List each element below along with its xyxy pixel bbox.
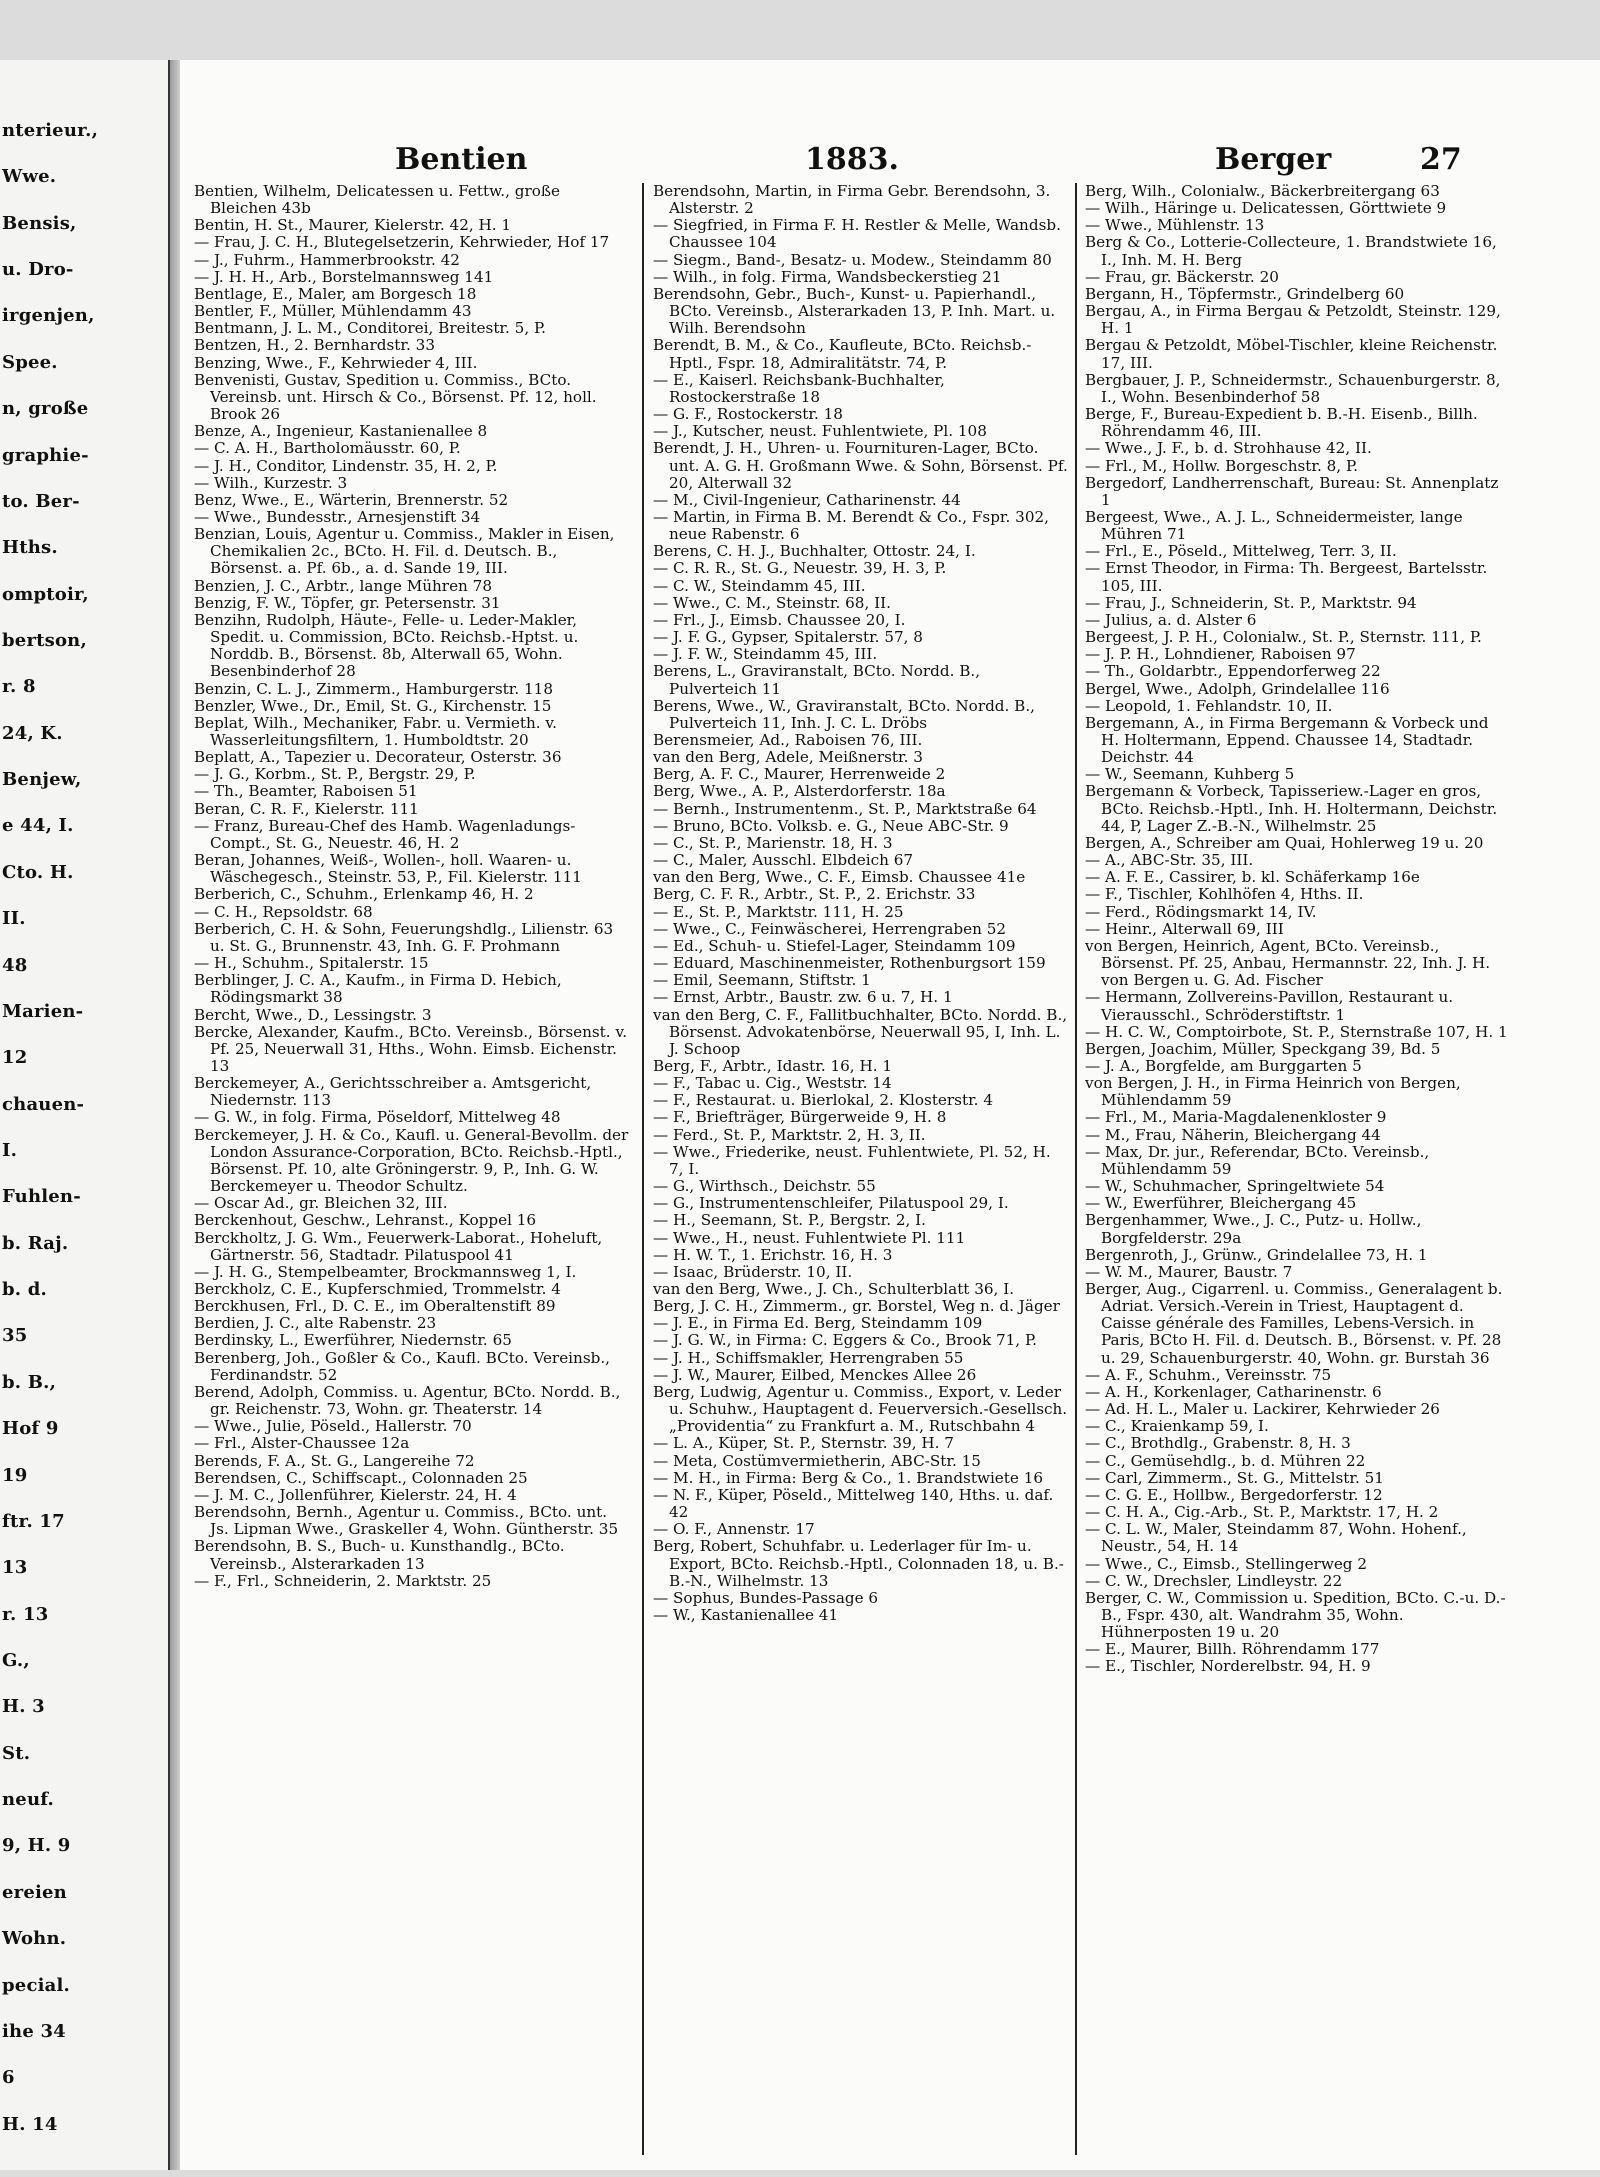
directory-entry: — Ernst, Arbtr., Baustr. zw. 6 u. 7, H. 1 [653, 988, 953, 1007]
directory-entry: — J. G., Korbm., St. P., Bergstr. 29, P. [194, 765, 476, 784]
prev-page-fragment: H. 14 [2, 2113, 58, 2135]
directory-entry: — W., Seemann, Kuhberg 5 [1085, 765, 1295, 784]
directory-entry: — Bernh., Instrumentenm., St. P., Marktstraße 64 [653, 799, 1037, 818]
directory-entry: — J. F. W., Steindamm 45, III. [653, 645, 878, 664]
directory-entry: Bergau, A., in Firma Bergau & Petzoldt, Steinstr. 129, H. 1 [1085, 302, 1501, 338]
directory-entry: von Bergen, J. H., in Firma Heinrich von Bergen, Mühlendamm 59 [1085, 1074, 1461, 1110]
prev-page-fragment: ftr. 17 [2, 1510, 65, 1532]
directory-entry: Bergel, Wwe., Adolph, Grindelallee 116 [1085, 679, 1390, 698]
directory-entry: — C., St. P., Marienstr. 18, H. 3 [653, 833, 893, 852]
directory-entry: — Frl., J., Eimsb. Chaussee 20, I. [653, 610, 906, 629]
directory-entry: Bergenhammer, Wwe., J. C., Putz- u. Hollw., Borgfelderstr. 29a [1085, 1211, 1422, 1247]
directory-entry: Berberich, C., Schuhm., Erlenkamp 46, H. 2 [194, 885, 534, 904]
directory-entry: — Frau, gr. Bäckerstr. 20 [1085, 267, 1279, 286]
directory-entry: Bentien, Wilhelm, Delicatessen u. Fettw., große Bleichen 43b [194, 183, 561, 218]
prev-page-fragment: St. [2, 1742, 31, 1764]
directory-entry: Beran, C. R. F., Kielerstr. 111 [194, 799, 419, 818]
directory-entry: — Eduard, Maschinenmeister, Rothenburgsort 159 [653, 954, 1046, 973]
directory-entry: — C. H. A., Cig.-Arb., St. P., Marktstr. 17, H. 2 [1085, 1503, 1439, 1522]
directory-entry: Bergen, A., Schreiber am Quai, Hohlerweg 19 u. 20 [1085, 833, 1484, 852]
directory-entry: — Oscar Ad., gr. Bleichen 32, III. [194, 1194, 448, 1213]
directory-entry: — C. L. W., Maler, Steindamm 87, Wohn. Hohenf., Neustr., 54, H. 14 [1085, 1520, 1467, 1556]
page-header [180, 142, 1600, 182]
directory-entry: Benzler, Wwe., Dr., Emil, St. G., Kirchenstr. 15 [194, 696, 552, 715]
directory-entry: Berckemeyer, J. H. & Co., Kaufl. u. General-Bevollm. der London Assurance-Corporation, BCto. Reichsb.-Hptl., Börsenst. Pf. 10, alte Gröningerstr. 9, P., Inh. G. W. Berckemeyer u. Theodor Schultz. [194, 1125, 629, 1196]
prev-page-fragment: b. Raj. [2, 1232, 69, 1254]
directory-entry: Benzihn, Rudolph, Häute-, Felle- u. Leder-Makler, Spedit. u. Commission, BCto. Reichsb.-Hptst. u. Norddb. B., Börsenst. 8b, Alterwall 65, Wohn. Besenbinderhof 28 [194, 610, 579, 681]
prev-page-fragment: graphie- [2, 444, 89, 466]
directory-entry: — Wwe., J. F., b. d. Strohhause 42, II. [1085, 439, 1372, 458]
directory-entry: Berckemeyer, A., Gerichtsschreiber a. Amtsgericht, Niedernstr. 113 [194, 1074, 592, 1110]
prev-page-fragment: omptoir, [2, 583, 89, 605]
directory-entry: Berblinger, J. C. A., Kaufm., in Firma D. Hebich, Rödingsmarkt 38 [194, 971, 562, 1007]
directory-entry: — Frau, J., Schneiderin, St. P., Marktstr. 94 [1085, 593, 1417, 612]
directory-entry: — Bruno, BCto. Volksb. e. G., Neue ABC-Str. 9 [653, 816, 1009, 835]
directory-entry: — Ferd., St. P., Marktstr. 2, H. 3, II. [653, 1125, 926, 1144]
directory-entry: Benzig, F. W., Töpfer, gr. Petersenstr. 31 [194, 593, 501, 612]
directory-entry: — C. H., Repsoldstr. 68 [194, 902, 373, 921]
directory-entry: — W., Kastanienallee 41 [653, 1605, 839, 1624]
prev-page-fragment: Marien- [2, 1000, 84, 1022]
directory-entry: — Siegfried, in Firma F. H. Restler & Melle, Wandsb. Chaussee 104 [653, 216, 1061, 252]
directory-entry: — J. H., Schiffsmakler, Herrengraben 55 [653, 1348, 964, 1367]
prev-page-fragment: Bensis, [2, 212, 77, 234]
directory-entry: — G. W., in folg. Firma, Pöseldorf, Mittelweg 48 [194, 1108, 561, 1127]
prev-page-fragment: b. B., [2, 1371, 57, 1393]
directory-entry: — Wilh., Häringe u. Delicatessen, Görttwiete 9 [1085, 199, 1447, 218]
page-number: 27 [1420, 142, 1462, 177]
directory-entry: — H., Seemann, St. P., Bergstr. 2, I. [653, 1211, 927, 1230]
directory-entry: — F., Frl., Schneiderin, 2. Marktstr. 25 [194, 1571, 492, 1590]
directory-entry: Benzien, J. C., Arbtr., lange Mühren 78 [194, 576, 492, 595]
prev-page-fragment: pecial. [2, 1974, 71, 1996]
column-2 [653, 183, 1068, 2155]
directory-entry: — Wwe., H., neust. Fuhlentwiete Pl. 111 [653, 1228, 966, 1247]
prev-page-fragment: e 44, I. [2, 815, 74, 837]
directory-entry: Berg, Robert, Schuhfabr. u. Lederlager für Im- u. Export, BCto. Reichsb.-Hptl., Colonnaden 18, u. B.-B.-N., Wilhelmstr. 13 [653, 1537, 1064, 1590]
directory-entry: Berg, Wwe., A. P., Alsterdorferstr. 18a [653, 782, 946, 801]
directory-entry: — J. W., Maurer, Eilbed, Menckes Allee 26 [653, 1365, 977, 1384]
directory-entry: — G., Instrumentenschleifer, Pilatuspool 29, I. [653, 1194, 1009, 1213]
directory-entry: Berg, C. F. R., Arbtr., St. P., 2. Erichstr. 33 [653, 885, 976, 904]
directory-entry: Beplat, Wilh., Mechaniker, Fabr. u. Vermieth. v. Wasserleitungsfiltern, 1. Humboldtstr. 20 [194, 713, 557, 749]
directory-entry: — M. H., in Firma: Berg & Co., 1. Brandstwiete 16 [653, 1468, 1044, 1487]
directory-entry: Berens, C. H. J., Buchhalter, Ottostr. 24, I. [653, 542, 976, 561]
directory-entry: — J. G. W., in Firma: C. Eggers & Co., Brook 71, P. [653, 1331, 1037, 1350]
directory-entry: — Siegm., Band-, Besatz- u. Modew., Steindamm 80 [653, 250, 1052, 269]
directory-entry: Beran, Johannes, Weiß-, Wollen-, holl. Waaren- u. Wäschegesch., Steinstr. 53, P., Fil. Kielerstr. 111 [194, 851, 582, 887]
directory-entry: Bergemann, A., in Firma Bergemann & Vorbeck und H. Holtermann, Eppend. Chaussee 14, Stadtadr. Deichstr. 44 [1085, 713, 1489, 767]
prev-page-fragment: G., [2, 1650, 30, 1671]
prev-page-fragment: 19 [2, 1464, 28, 1486]
directory-entry: Berger, C. W., Commission u. Spedition, BCto. C.-u. D.-B., Fspr. 430, alt. Wandrahm 35, Wohn. Hühnerposten 19 u. 20 [1085, 1588, 1506, 1642]
directory-entry: Bergenroth, J., Grünw., Grindelallee 73, H. 1 [1085, 1245, 1428, 1264]
directory-entry: — Emil, Seemann, Stiftstr. 1 [653, 971, 871, 990]
directory-entry: Bercke, Alexander, Kaufm., BCto. Vereinsb., Börsenst. v. Pf. 25, Neuerwall 31, Hths., Wohn. Eimsb. Eichenstr. 13 [194, 1022, 628, 1075]
directory-entry: Bergbauer, J. P., Schneidermstr., Schauenburgerstr. 8, I., Wohn. Besenbinderhof 58 [1085, 370, 1501, 406]
directory-entry: van den Berg, Wwe., C. F., Eimsb. Chaussee 41e [653, 868, 1026, 887]
directory-entry: — H. W. T., 1. Erichstr. 16, H. 3 [653, 1245, 893, 1264]
book-gutter [170, 60, 180, 2170]
directory-entry: — J., Kutscher, neust. Fuhlentwiete, Pl. 108 [653, 422, 987, 441]
directory-entry: Benzian, Louis, Agentur u. Commiss., Makler in Eisen, Chemikalien 2c., BCto. H. Fil. d. Deutsch. B., Börsenst. a. Pf. 6b., a. d. Sande 19, III. [194, 525, 615, 578]
prev-page-fragment: n, große [2, 398, 89, 420]
directory-entry: — Wwe., Friederike, neust. Fuhlentwiete, Pl. 52, H. 7, I. [653, 1142, 1051, 1178]
directory-entry: Berend, Adolph, Commiss. u. Agentur, BCto. Nordd. B., gr. Reichenstr. 73, Wohn. gr. Theaterstr. 14 [194, 1382, 621, 1419]
prev-page-fragment: Wohn. [2, 1928, 67, 1950]
directory-entry: — W., Ewerführer, Bleichergang 45 [1085, 1194, 1357, 1213]
directory-entry: — Sophus, Bundes-Passage 6 [653, 1588, 879, 1607]
directory-entry: — Ferd., Rödingsmarkt 14, IV. [1085, 902, 1317, 921]
directory-entry: — Frau, J. C. H., Blutegelsetzerin, Kehrwieder, Hof 17 [194, 233, 610, 252]
directory-entry: — C. G. E., Hollbw., Bergedorferstr. 12 [1085, 1485, 1383, 1504]
directory-entry: — Wwe., Bundesstr., Arnesjenstift 34 [194, 507, 481, 526]
directory-entry: — E., St. P., Marktstr. 111, H. 25 [653, 902, 904, 921]
prev-page-fragment: Cto. H. [2, 861, 74, 883]
directory-entry: — Wwe., Mühlenstr. 13 [1085, 216, 1265, 235]
prev-page-fragment: Wwe. [2, 166, 57, 188]
prev-page-fragment: 48 [2, 954, 28, 976]
prev-page-fragment: bertson, [2, 630, 87, 651]
directory-entry: Bergedorf, Landherrenschaft, Bureau: St. Annenplatz 1 [1085, 473, 1499, 509]
prev-page-fragment: ihe 34 [2, 2020, 66, 2042]
directory-entry: Berg & Co., Lotterie-Collecteure, 1. Brandstwiete 16, I., Inh. M. H. Berg [1085, 233, 1497, 269]
prev-page-fragment: H. 3 [2, 1696, 45, 1718]
directory-entry: — C. W., Drechsler, Lindleystr. 22 [1085, 1571, 1343, 1590]
directory-entry: — F., Tischler, Kohlhöfen 4, Hths. II. [1085, 885, 1364, 904]
directory-entry: Berdinsky, L., Ewerführer, Niedernstr. 65 [194, 1331, 512, 1350]
directory-entry: — W., Schuhmacher, Springeltwiete 54 [1085, 1177, 1385, 1196]
directory-entry: Bergemann & Vorbeck, Tapisseriew.-Lager en gros, BCto. Reichsb.-Hptl., Inh. H. Holtermann, Deichstr. 44, P, Lager Z.-B.-N., Wilhelmstr. 25 [1085, 782, 1498, 835]
directory-entry: — Wwe., Julie, Pöseld., Hallerstr. 70 [194, 1417, 472, 1436]
directory-entry: — E., Kaiserl. Reichsbank-Buchhalter, Rostockerstraße 18 [653, 370, 945, 406]
column-1 [194, 183, 630, 2155]
prev-page-fragment: Fuhlen- [2, 1186, 81, 1208]
directory-entry: van den Berg, Wwe., J. Ch., Schulterblatt 36, I. [653, 1280, 1015, 1298]
directory-entry: — Wwe., C., Feinwäscherei, Herrengraben 52 [653, 919, 1007, 938]
directory-entry: Beplatt, A., Tapezier u. Decorateur, Osterstr. 36 [194, 748, 562, 767]
directory-entry: — J. P. H., Lohndiener, Raboisen 97 [1085, 645, 1356, 664]
directory-entry: — Ad. H. L., Maler u. Lackirer, Kehrwieder 26 [1085, 1400, 1440, 1419]
directory-entry: — J. A., Borgfelde, am Burggarten 5 [1085, 1056, 1362, 1075]
directory-entry: Bercht, Wwe., D., Lessingstr. 3 [194, 1005, 432, 1024]
prev-page-fragment: 12 [2, 1047, 28, 1069]
directory-entry: Berckholtz, J. G. Wm., Feuerwerk-Laborat., Hoheluft, Gärtnerstr. 56, Stadtadr. Pilatuspool 41 [194, 1228, 603, 1264]
directory-entry: — F., Tabac u. Cig., Weststr. 14 [653, 1074, 892, 1093]
directory-entry: Bergann, H., Töpfermstr., Grindelberg 60 [1085, 284, 1405, 303]
directory-entry: — Julius, a. d. Alster 6 [1085, 610, 1257, 629]
directory-entry: — Wilh., in folg. Firma, Wandsbeckerstieg 21 [653, 267, 1002, 286]
prev-page-fragment: 24, K. [2, 722, 63, 744]
directory-entry: — Hermann, Zollvereins-Pavillon, Restaurant u. Vierausschl., Schröderstiftstr. 1 [1085, 988, 1454, 1024]
directory-entry: Benvenisti, Gustav, Spedition u. Commiss., BCto. Vereinsb. unt. Hirsch & Co., Börsenst. Pf. 12, holl. Brook 26 [194, 370, 597, 424]
directory-entry: — Frl., Alster-Chaussee 12a [194, 1434, 410, 1453]
directory-entry: — Isaac, Brüderstr. 10, II. [653, 1262, 853, 1281]
directory-entry: Bergen, Joachim, Müller, Speckgang 39, Bd. 5 [1085, 1039, 1441, 1058]
directory-entry: Bergeest, Wwe., A. J. L., Schneidermeister, lange Mühren 71 [1085, 507, 1463, 544]
directory-entry: — C., Maler, Ausschl. Elbdeich 67 [653, 851, 914, 870]
column-divider [1075, 183, 1077, 2155]
directory-entry: Berg, J. C. H., Zimmerm., gr. Borstel, Weg n. d. Jäger [653, 1297, 1060, 1316]
directory-entry: Benz, Wwe., E., Wärterin, Brennerstr. 52 [194, 490, 509, 509]
directory-entry: — Meta, Costümvermietherin, ABC-Str. 15 [653, 1451, 981, 1470]
directory-entry: — F., Restaurat. u. Bierlokal, 2. Klosterstr. 4 [653, 1091, 993, 1110]
directory-entry: Benze, A., Ingenieur, Kastanienallee 8 [194, 422, 488, 441]
directory-entry: Berg, A. F. C., Maurer, Herrenweide 2 [653, 765, 946, 784]
directory-entry: Berenberg, Joh., Goßler & Co., Kaufl. BCto. Vereinsb., Ferdinandstr. 52 [194, 1348, 610, 1384]
directory-entry: — G., Wirthsch., Deichstr. 55 [653, 1177, 876, 1196]
prev-page-fragment: Benjew, [2, 769, 82, 791]
column-3 [1085, 183, 1510, 2155]
directory-entry: — C. W., Steindamm 45, III. [653, 576, 866, 595]
previous-page-strip [0, 60, 170, 2170]
directory-entry: — Leopold, 1. Fehlandstr. 10, II. [1085, 696, 1333, 715]
directory-entry: — H. C. W., Comptoirbote, St. P., Sternstraße 107, H. 1 [1085, 1022, 1508, 1041]
directory-entry: Berens, Wwe., W., Graviranstalt, BCto. Nordd. B., Pulverteich 11, Inh. J. C. L. Dröbs [653, 696, 1035, 732]
prev-page-fragment: nterieur., [2, 120, 99, 141]
running-head-left: Bentien [395, 142, 528, 177]
directory-entry: — E., Tischler, Norderelbstr. 94, H. 9 [1085, 1657, 1371, 1676]
directory-entry: — Frl., M., Maria-Magdalenenkloster 9 [1085, 1108, 1387, 1127]
directory-entry: Bentmann, J. L. M., Conditorei, Breitestr. 5, P. [194, 319, 546, 338]
directory-entry: — Th., Beamter, Raboisen 51 [194, 782, 418, 801]
directory-entry: — C., Kraienkamp 59, I. [1085, 1417, 1269, 1436]
directory-entry: Berendt, B. M., & Co., Kaufleute, BCto. Reichsb.-Hptl., Fspr. 18, Admiralitätstr. 74, P. [653, 336, 1032, 372]
directory-entry: — W. M., Maurer, Baustr. 7 [1085, 1262, 1293, 1281]
directory-entry: Berendsohn, Martin, in Firma Gebr. Berendsohn, 3. Alsterstr. 2 [653, 183, 1051, 218]
directory-entry: Berge, F., Bureau-Expedient b. B.-H. Eisenb., Billh. Röhrendamm 46, III. [1085, 405, 1478, 441]
directory-entry: Berg, Ludwig, Agentur u. Commiss., Export, v. Leder u. Schuhw., Hauptagent d. Feuerversich.-Gesellsch. „Providentia“ zu Frankfurt a. M., Rutschbahn 4 [653, 1382, 1068, 1436]
directory-entry: — Wwe., C. M., Steinstr. 68, II. [653, 593, 891, 612]
directory-entry: — C. R. R., St. G., Neuestr. 39, H. 3, P. [653, 559, 947, 578]
prev-page-fragment: to. Ber- [2, 490, 80, 512]
prev-page-fragment: u. Dro- [2, 259, 74, 281]
directory-entry: — Max, Dr. jur., Referendar, BCto. Vereinsb., Mühlendamm 59 [1085, 1142, 1430, 1178]
directory-entry: Berensmeier, Ad., Raboisen 76, III. [653, 731, 923, 749]
prev-page-fragment: irgenjen, [2, 305, 95, 327]
directory-entry: — L. A., Küper, St. P., Sternstr. 39, H. 7 [653, 1434, 954, 1453]
prev-page-fragment: 9, H. 9 [2, 1835, 71, 1857]
column-divider [642, 183, 644, 2155]
prev-page-fragment: b. d. [2, 1279, 47, 1301]
directory-entry: Berendsen, C., Schiffscapt., Colonnaden 25 [194, 1468, 528, 1487]
directory-entry: — M., Civil-Ingenieur, Catharinenstr. 44 [653, 490, 961, 509]
directory-entry: — A. F. E., Cassirer, b. kl. Schäferkamp 16e [1085, 868, 1420, 887]
directory-entry: — A., ABC-Str. 35, III. [1085, 851, 1254, 870]
directory-entry: — H., Schuhm., Spitalerstr. 15 [194, 954, 429, 973]
directory-entry: — J. M. C., Jollenführer, Kielerstr. 24, H. 4 [194, 1485, 517, 1504]
directory-entry: — O. F., Annenstr. 17 [653, 1520, 815, 1539]
directory-entry: Bentzen, H., 2. Bernhardstr. 33 [194, 336, 435, 355]
directory-entry: — M., Frau, Näherin, Bleichergang 44 [1085, 1125, 1381, 1144]
directory-entry: — Carl, Zimmerm., St. G., Mittelstr. 51 [1085, 1468, 1384, 1487]
directory-entry: Berckhusen, Frl., D. C. E., im Oberaltenstift 89 [194, 1297, 556, 1316]
directory-entry: — J. H., Conditor, Lindenstr. 35, H. 2, P. [194, 456, 498, 475]
prev-page-fragment: Spee. [2, 351, 58, 373]
directory-entry: — Ed., Schuh- u. Stiefel-Lager, Steindamm 109 [653, 936, 1016, 955]
directory-entry: — F., Briefträger, Bürgerweide 9, H. 8 [653, 1108, 947, 1127]
prev-page-fragment: 13 [2, 1557, 28, 1579]
prev-page-fragment: Hof 9 [2, 1418, 59, 1440]
directory-entry: — Frl., M., Hollw. Borgeschstr. 8, P. [1085, 456, 1358, 475]
prev-page-fragment: Hths. [2, 537, 58, 559]
directory-entry: van den Berg, Adele, Meißnerstr. 3 [653, 748, 923, 767]
directory-entry: Bentler, F., Müller, Mühlendamm 43 [194, 302, 472, 321]
directory-entry: — J. F. G., Gypser, Spitalerstr. 57, 8 [653, 628, 923, 647]
prev-page-fragment: 35 [2, 1325, 28, 1347]
directory-entry: Berger, Aug., Cigarrenl. u. Commiss., Generalagent b. Adriat. Versich.-Verein in Triest, Hauptagent d. Caisse générale des Familles, Lebens-Versich. in Paris, BCto H. Fil. d. Deutsch. B., Börsenst. v. Pf. 28 u. 29, Schauenburgerstr. 40, Wohn. gr. Burstah 36 [1085, 1280, 1503, 1367]
directory-entry: — N. F., Küper, Pöseld., Mittelweg 140, Hths. u. daf. 42 [653, 1485, 1054, 1522]
directory-entry: Berberich, C. H. & Sohn, Feuerungshdlg., Lilienstr. 63 u. St. G., Brunnenstr. 43, Inh. G. F. Prohmann [194, 919, 614, 955]
directory-entry: — A. H., Korkenlager, Catharinenstr. 6 [1085, 1382, 1382, 1401]
directory-entry: — Franz, Bureau-Chef des Hamb. Wagenladungs-Compt., St. G., Neuestr. 46, H. 2 [194, 816, 576, 852]
directory-entry: Benzing, Wwe., F., Kehrwieder 4, III. [194, 353, 478, 372]
directory-entry: — C. A. H., Bartholomäusstr. 60, P. [194, 439, 461, 458]
directory-entry: Berendt, J. H., Uhren- u. Fournituren-Lager, BCto. unt. A. G. H. Großmann Wwe. & Sohn, Börsenst. Pf. 20, Alterwall 32 [653, 439, 1068, 492]
directory-entry: Benzin, C. L. J., Zimmerm., Hamburgerstr. 118 [194, 679, 554, 698]
directory-entry: — Ernst Theodor, in Firma: Th. Bergeest, Bartelsstr. 105, III. [1085, 559, 1488, 595]
prev-page-fragment: I. [2, 1140, 18, 1161]
prev-page-fragment: neuf. [2, 1789, 54, 1811]
prev-page-fragment: ereien [2, 1881, 67, 1903]
directory-entry: Bergau & Petzoldt, Möbel-Tischler, kleine Reichenstr. 17, III. [1085, 336, 1498, 372]
directory-entry: — Wwe., C., Eimsb., Stellingerweg 2 [1085, 1554, 1368, 1573]
directory-entry: — C., Brothdlg., Grabenstr. 8, H. 3 [1085, 1434, 1351, 1453]
prev-page-fragment: II. [2, 908, 26, 930]
running-head-year: 1883. [805, 142, 899, 177]
directory-entry: Berendsohn, B. S., Buch- u. Kunsthandlg., BCto. Vereinsb., Alsterarkaden 13 [194, 1537, 565, 1573]
directory-page [180, 60, 1600, 2170]
directory-entry: — A. F., Schuhm., Vereinsstr. 75 [1085, 1365, 1332, 1384]
directory-entry: Berendsohn, Bernh., Agentur u. Commiss., BCto. unt. Js. Lipman Wwe., Graskeller 4, Wohn. Güntherstr. 35 [194, 1503, 619, 1539]
directory-entry: — E., Maurer, Billh. Röhrendamm 177 [1085, 1640, 1380, 1659]
directory-entry: van den Berg, C. F., Fallitbuchhalter, BCto. Nordd. B., Börsenst. Advokatenbörse, Neuerwall 95, I, Inh. L. J. Schoop [653, 1005, 1068, 1058]
directory-entry: — Frl., E., Pöseld., Mittelweg, Terr. 3, II. [1085, 542, 1397, 561]
running-head-right: Berger [1215, 142, 1332, 177]
directory-entry: — Wilh., Kurzestr. 3 [194, 473, 348, 492]
directory-entry: — Th., Goldarbtr., Eppendorferweg 22 [1085, 662, 1381, 681]
directory-entry: — G. F., Rostockerstr. 18 [653, 405, 843, 424]
directory-entry: — J. H. G., Stempelbeamter, Brockmannsweg 1, I. [194, 1262, 577, 1281]
directory-entry: Berdien, J. C., alte Rabenstr. 23 [194, 1314, 437, 1333]
directory-entry: Bentlage, E., Maler, am Borgesch 18 [194, 284, 477, 303]
directory-entry: — J. H. H., Arb., Borstelmannsweg 141 [194, 267, 494, 286]
directory-entry: Bentin, H. St., Maurer, Kielerstr. 42, H. 1 [194, 216, 512, 235]
directory-entry: Berens, L., Graviranstalt, BCto. Nordd. B., Pulverteich 11 [653, 662, 981, 698]
directory-entry: — J., Fuhrm., Hammerbrookstr. 42 [194, 250, 460, 269]
directory-entry: — J. E., in Firma Ed. Berg, Steindamm 109 [653, 1314, 983, 1333]
prev-page-fragment: chauen- [2, 1093, 85, 1115]
directory-entry: Berg, Wilh., Colonialw., Bäckerbreitergang 63 [1085, 183, 1440, 200]
prev-page-fragment: r. 13 [2, 1603, 49, 1625]
directory-entry: Berends, F. A., St. G., Langereihe 72 [194, 1451, 475, 1470]
directory-entry: — C., Gemüsehdlg., b. d. Mühren 22 [1085, 1451, 1366, 1470]
prev-page-fragment: 6 [2, 2067, 15, 2089]
directory-entry: Berckholz, C. E., Kupferschmied, Trommelstr. 4 [194, 1280, 561, 1298]
directory-entry: Berendsohn, Gebr., Buch-, Kunst- u. Papierhandl., BCto. Vereinsb., Alsterarkaden 13, P. Inh. Mart. u. Wilh. Berendsohn [653, 284, 1056, 338]
directory-entry: von Bergen, Heinrich, Agent, BCto. Vereinsb., Börsenst. Pf. 25, Anbau, Hermannstr. 22, Inh. J. H. von Bergen u. G. Ad. Fischer [1085, 936, 1491, 990]
directory-entry: Bergeest, J. P. H., Colonialw., St. P., Sternstr. 111, P. [1085, 628, 1482, 647]
directory-entry: — Martin, in Firma B. M. Berendt & Co., Fspr. 302, neue Rabenstr. 6 [653, 507, 1049, 544]
directory-entry: — Heinr., Alterwall 69, III [1085, 919, 1284, 938]
prev-page-fragment: r. 8 [2, 676, 36, 698]
directory-entry: Berckenhout, Geschw., Lehranst., Koppel 16 [194, 1211, 537, 1230]
directory-entry: Berg, F., Arbtr., Idastr. 16, H. 1 [653, 1056, 893, 1075]
